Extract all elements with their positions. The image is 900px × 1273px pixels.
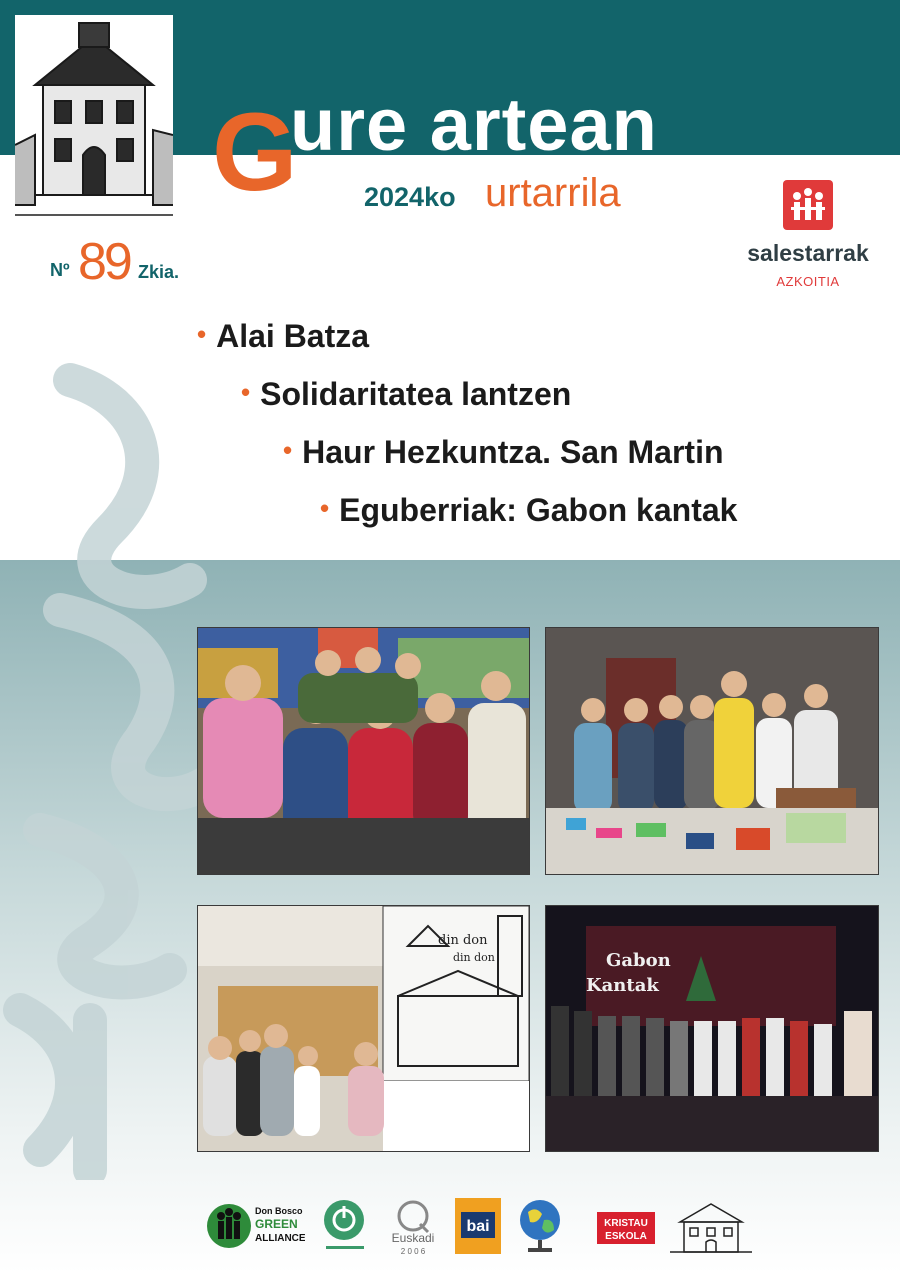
toc-item-label: Haur Hezkuntza. San Martin [302, 434, 724, 470]
power-logo [322, 1198, 370, 1256]
kristau-line1: KRISTAU [604, 1218, 648, 1229]
issue-suffix: Zkia. [138, 262, 180, 282]
green-alliance-bottom: ALLIANCE [255, 1233, 305, 1244]
school-building-illustration [15, 15, 173, 223]
issue-month: urtarrila [485, 171, 621, 215]
toc-item-3 [283, 434, 724, 471]
school-building-logo [670, 1198, 752, 1256]
magazine-title: ure artean [290, 83, 658, 166]
bai-logo [455, 1198, 501, 1256]
bullet-icon: • [320, 493, 330, 523]
green-alliance-logo [207, 1198, 305, 1256]
kristau-line2: ESKOLA [605, 1231, 647, 1242]
bai-label: bai [466, 1218, 490, 1235]
brand-name: salestarrak [747, 240, 869, 266]
drawing-text-1: din don [438, 933, 488, 948]
photo-choir-stage [545, 905, 879, 1152]
green-alliance-mid: GREEN [255, 1217, 298, 1231]
euskadi-label: Euskadi [391, 1231, 435, 1245]
globe-logo [518, 1198, 564, 1256]
brand-city: AZKOITIA [776, 274, 840, 289]
photo-group-mural [197, 627, 530, 875]
drawing-text-2: din don [453, 951, 495, 964]
toc-item-label: Alai Batza [216, 318, 370, 354]
bullet-icon: • [283, 435, 293, 465]
toc-item-1 [197, 318, 369, 355]
bullet-icon: • [241, 377, 251, 407]
issue-prefix: Nº [50, 260, 70, 280]
stage-banner-line1: Gabon [606, 950, 671, 971]
issue-number: 89 [78, 233, 130, 291]
toc-item-label: Eguberriak: Gabon kantak [339, 492, 738, 528]
green-alliance-top: Don Bosco [255, 1206, 303, 1216]
kristau-eskola-logo [597, 1198, 655, 1256]
bullet-icon: • [197, 319, 207, 349]
issue-year: 2024ko [364, 182, 456, 212]
toc-item-2 [241, 376, 571, 413]
stage-banner-line2: Kantak [586, 975, 659, 996]
issue-number-block [50, 234, 250, 290]
photo-classroom [197, 905, 530, 1152]
euskadi-quality-logo [384, 1198, 442, 1256]
title-initial: G [212, 91, 298, 214]
salestarrak-logo [738, 178, 878, 296]
salestarrak-emblem-icon [783, 180, 833, 230]
photo-solidarity-market [545, 627, 879, 875]
toc-item-4 [320, 492, 737, 529]
toc-item-label: Solidaritatea lantzen [260, 376, 572, 412]
euskadi-year: 2 0 0 6 [400, 1247, 426, 1256]
